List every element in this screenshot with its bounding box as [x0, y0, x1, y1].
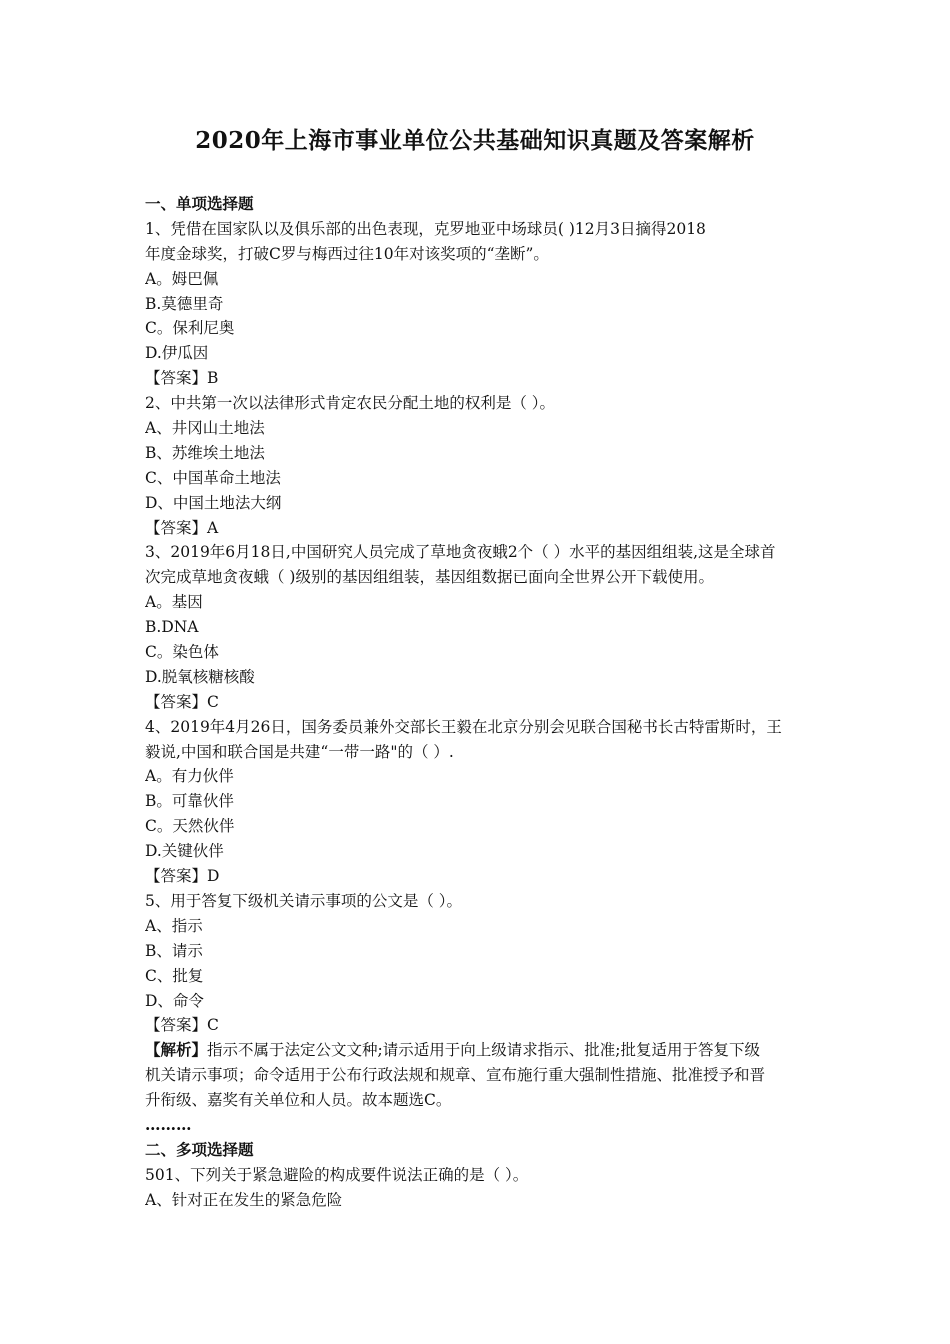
analysis-label: 【解析】 — [145, 1040, 208, 1060]
question-4-option-c: C。天然伙伴 — [145, 817, 235, 836]
question-1-option-a: A。姆巴佩 — [145, 269, 219, 288]
question-3-option-c: C。染色体 — [145, 643, 219, 662]
question-2-stem: 2、中共第一次以法律形式肯定农民分配土地的权利是（ ）。 — [145, 394, 556, 413]
question-2-option-c: C、中国革命土地法 — [145, 468, 281, 487]
question-5-stem: 5、用于答复下级机关请示事项的公文是（ ）。 — [145, 891, 463, 910]
question-2-answer: 【答案】A — [145, 518, 219, 537]
question-1-stem-line-1: 1、凭借在国家队以及俱乐部的出色表现，克罗地亚中场球员( )12月3日摘得2018 — [145, 219, 706, 238]
analysis-text-1: 指示不属于法定公文文种;请示适用于向上级请求指示、批准;批复适用于答复下级 — [207, 1041, 760, 1060]
question-1-option-c: C。保利尼奥 — [145, 319, 235, 338]
question-3-stem-line-1: 3、2019年6月18日,中国研究人员完成了草地贪夜蛾2个（ ）水平的基因组组装,这是全球首 — [145, 543, 776, 562]
question-5-option-d: D、命令 — [145, 991, 204, 1010]
question-3-option-d: D.脱氧核糖核酸 — [145, 667, 255, 686]
question-1-option-d: D.伊瓜因 — [145, 344, 209, 363]
question-3-stem-line-2: 次完成草地贪夜蛾（ )级别的基因组组装，基因组数据已面向全世界公开下载使用。 — [145, 568, 714, 587]
question-5-option-a: A、指示 — [145, 916, 203, 935]
question-1-answer: 【答案】B — [145, 369, 219, 388]
document-title: 2020年上海市事业单位公共基础知识真题及答案解析 — [195, 127, 755, 154]
question-5-option-b: B、请示 — [145, 941, 203, 960]
question-4-option-d: D.关键伙伴 — [145, 842, 224, 861]
section-heading-multiple-choice: 二、多项选择题 — [145, 1139, 254, 1159]
question-3-option-a: A。基因 — [145, 593, 203, 612]
question-5-option-c: C、批复 — [145, 966, 204, 985]
question-4-option-a: A。有力伙伴 — [145, 767, 234, 786]
question-5-analysis-line-1 — [145, 1038, 810, 1063]
question-5-answer: 【答案】C — [145, 1016, 219, 1035]
question-501-stem: 501、下列关于紧急避险的构成要件说法正确的是（ ）。 — [145, 1165, 529, 1184]
question-5-analysis-line-3: 升衔级、嘉奖有关单位和人员。故本题选C。 — [145, 1091, 452, 1110]
document-body — [145, 192, 810, 1213]
question-4-stem-line-2: 毅说,中国和联合国是共建“一带一路"的（ ）. — [145, 742, 454, 761]
question-2-option-b: B、苏维埃土地法 — [145, 443, 265, 462]
question-2-option-a: A、井冈山土地法 — [145, 419, 265, 438]
question-1-option-b: B.莫德里奇 — [145, 294, 224, 313]
question-4-option-b: B。可靠伙伴 — [145, 792, 234, 811]
question-4-stem-line-1: 4、2019年4月26日，国务委员兼外交部长王毅在北京分别会见联合国秘书长古特雷斯时，王 — [145, 717, 782, 736]
section-heading-single-choice: 一、单项选择题 — [145, 194, 254, 213]
ellipsis: ……… — [145, 1114, 192, 1134]
question-501-option-a: A、针对正在发生的紧急危险 — [145, 1190, 343, 1209]
question-4-answer: 【答案】D — [145, 867, 220, 886]
question-2-option-d: D、中国土地法大纲 — [145, 493, 282, 512]
question-5-analysis-line-2: 机关请示事项；命令适用于公布行政法规和规章、宣布施行重大强制性措施、批准授予和晋 — [145, 1066, 766, 1085]
question-1-stem-line-2: 年度金球奖，打破C罗与梅西过往10年对该奖项的“垄断”。 — [145, 244, 549, 263]
question-3-option-b: B.DNA — [145, 618, 199, 637]
question-3-answer: 【答案】C — [145, 692, 219, 711]
